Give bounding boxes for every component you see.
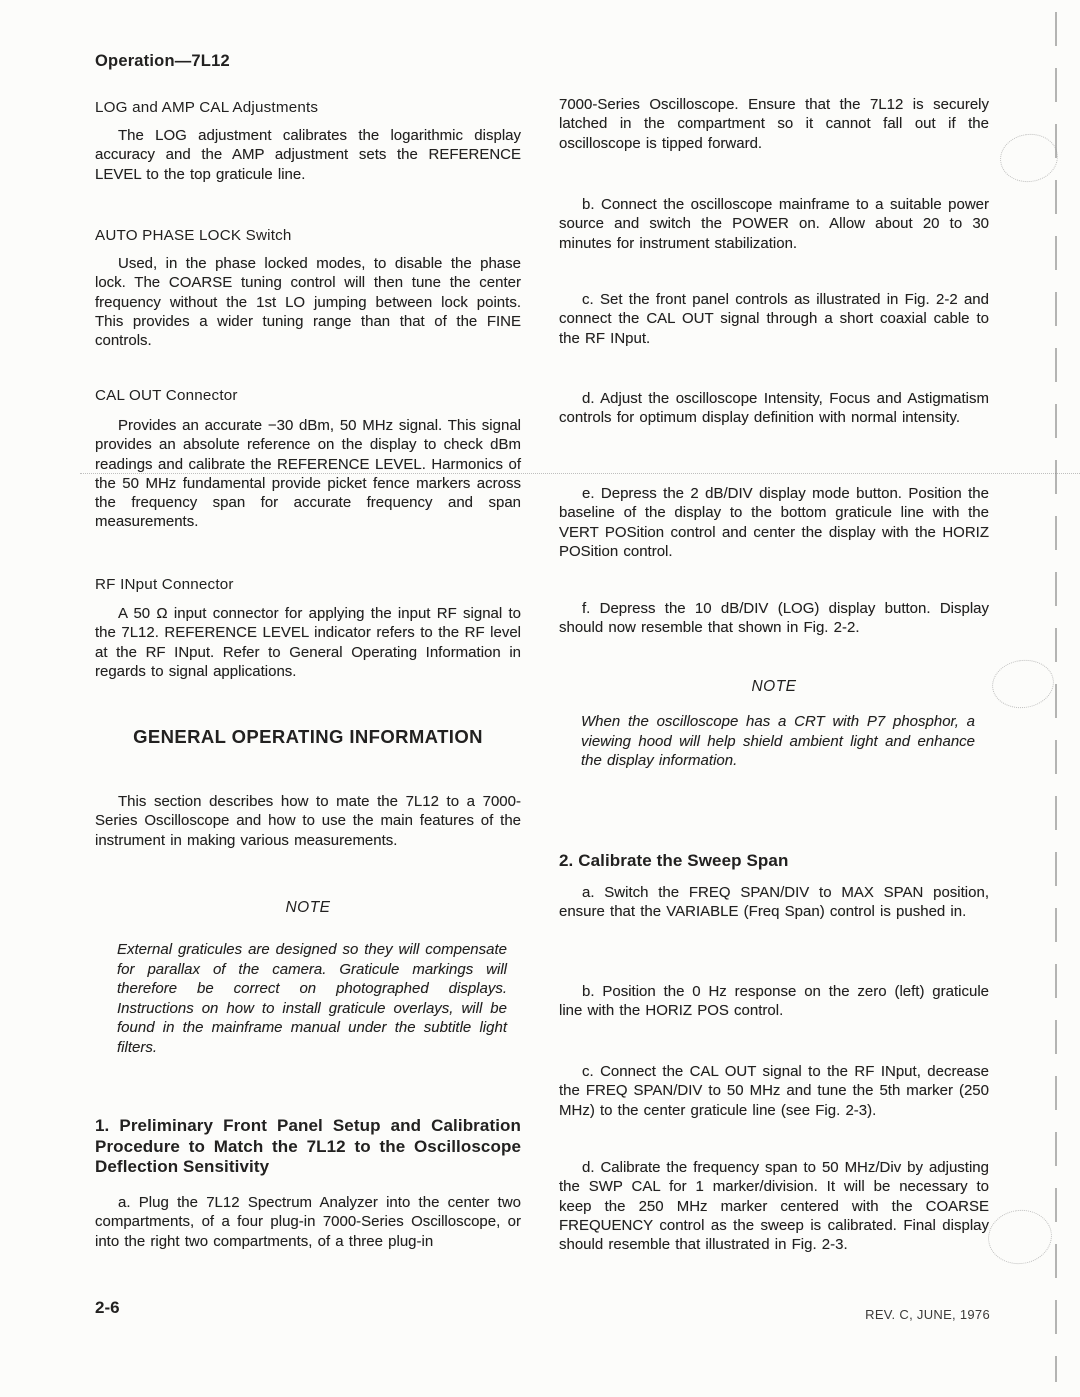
- punch-hole-shadow-middle: [989, 656, 1057, 712]
- procedure-2-step-c: c. Connect the CAL OUT signal to the RF INput, decrease the FREQ SPAN/DIV to 50 MHz and tune the 5th marker (250 MHz) to the center graticule line (see Fig. 2-3).: [559, 1063, 989, 1119]
- punch-hole-shadow-bottom: [985, 1206, 1056, 1268]
- section-title-log-amp-cal: LOG and AMP CAL Adjustments: [95, 99, 319, 116]
- procedure-2-heading: 2. Calibrate the Sweep Span: [559, 851, 789, 870]
- procedure-1-step-d: d. Adjust the oscilloscope Intensity, Focus and Astigmatism controls for optimum display definition with normal intensity.: [559, 390, 989, 427]
- procedure-1-heading: 1. Preliminary Front Panel Setup and Calibration Procedure to Match the 7L12 to the Oscilloscope Deflection Sensitivity: [95, 1116, 521, 1176]
- binding-comb-marks: [1055, 12, 1057, 1382]
- procedure-2-step-a: a. Switch the FREQ SPAN/DIV to MAX SPAN position, ensure that the VARIABLE (Freq Span) control is pushed in.: [559, 884, 989, 921]
- section-body-rf-input: A 50 Ω input connector for applying the input RF signal to the 7L12. REFERENCE LEVEL indicator refers to the RF level at the RF INput. Refer to General Operating Information in regards to signal applications.: [95, 605, 521, 680]
- procedure-1-step-c: c. Set the front panel controls as illustrated in Fig. 2-2 and connect the CAL OUT signal through a short coaxial cable to the RF INput.: [559, 291, 989, 347]
- punch-hole-shadow-top: [997, 130, 1061, 186]
- procedure-1-step-a-continued: 7000-Series Oscilloscope. Ensure that the 7L12 is securely latched in the compartment so it cannot fall out if the oscilloscope is tipped forward.: [559, 96, 989, 152]
- note-body-left: External graticules are designed so they will compensate for parallax of the camera. Graticule markings will therefore be correct on photographed displays. Instructions on how to install graticule overlays, will be found in the mainframe manual under the subtitle light filters.: [117, 941, 507, 1056]
- note-body-right: When the oscilloscope has a CRT with P7 phosphor, a viewing hood will help shield ambient light and enhance the display information.: [581, 713, 975, 769]
- section-title-rf-input: RF INput Connector: [95, 576, 234, 593]
- revision-note: REV. C, JUNE, 1976: [865, 1307, 990, 1322]
- fold-crease-line: [80, 473, 1080, 474]
- note-label-left: NOTE: [285, 899, 331, 916]
- section-body-cal-out: Provides an accurate −30 dBm, 50 MHz signal. This signal provides an absolute reference on the display to check dBm readings and calibrate the REFERENCE LEVEL. Harmonics of the 50 MHz fundamental provide picket fence markers across the frequency span for accurate frequency and span measurements.: [95, 417, 521, 531]
- procedure-2-step-d: d. Calibrate the frequency span to 50 MHz/Div by adjusting the SWP CAL for 1 marker/division. It will be necessary to keep the 250 MHz marker centered with the COARSE FREQUENCY control as the sweep is calibrated. Final display should resemble that illustrated in Fig. 2-3.: [559, 1159, 989, 1254]
- section-title-cal-out: CAL OUT Connector: [95, 387, 238, 404]
- page-header: Operation—7L12: [95, 52, 230, 70]
- procedure-1-step-a: a. Plug the 7L12 Spectrum Analyzer into the center two compartments, of a four plug-in 7000-Series Oscilloscope, or into the right two compartments, of a three plug-in: [95, 1194, 521, 1250]
- procedure-1-step-f: f. Depress the 10 dB/DIV (LOG) display button. Display should now resemble that shown in Fig. 2-2.: [559, 600, 989, 637]
- procedure-1-step-e: e. Depress the 2 dB/DIV display mode button. Position the baseline of the display to the bottom graticule line with the VERT POSition control and center the display with the HORIZ POSition control.: [559, 485, 989, 560]
- general-operating-information-body: This section describes how to mate the 7L12 to a 7000-Series Oscilloscope and how to use the main features of the instrument in making various measurements.: [95, 793, 521, 849]
- section-body-log-amp-cal: The LOG adjustment calibrates the logarithmic display accuracy and the AMP adjustment sets the REFERENCE LEVEL to the top graticule line.: [95, 127, 521, 183]
- general-operating-information-heading: GENERAL OPERATING INFORMATION: [133, 726, 483, 747]
- section-body-auto-phase-lock: Used, in the phase locked modes, to disable the phase lock. The COARSE tuning control will then tune the center frequency without the 1st LO jumping between lock points. This provides a wider tuning range than that of the FINE controls.: [95, 255, 521, 350]
- section-title-auto-phase-lock: AUTO PHASE LOCK Switch: [95, 227, 292, 244]
- page-number: 2-6: [95, 1298, 120, 1317]
- procedure-1-step-b: b. Connect the oscilloscope mainframe to a suitable power source and switch the POWER on. Allow about 20 to 30 minutes for instrument stabilization.: [559, 196, 989, 252]
- note-label-right: NOTE: [751, 678, 797, 695]
- procedure-2-step-b: b. Position the 0 Hz response on the zero (left) graticule line with the HORIZ POS control.: [559, 983, 989, 1020]
